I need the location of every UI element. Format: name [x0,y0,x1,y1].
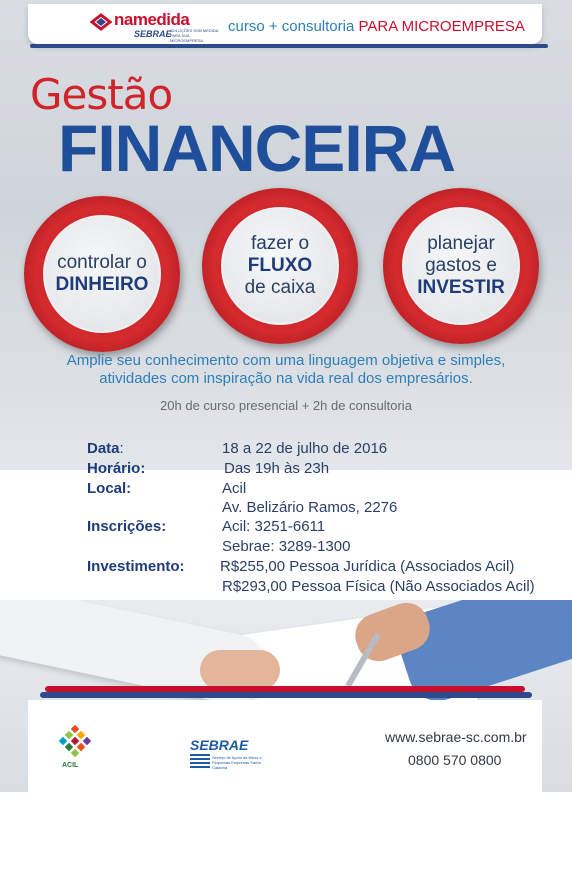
registration-value-2: Sebrae: 3289-1300 [222,538,351,555]
detail-row-place [0,480,572,500]
intro-text [40,352,532,388]
event-details [0,436,572,606]
tagline-prefix: curso + consultoria [228,18,355,35]
circle-2-line2: FLUXO [247,255,313,276]
detail-row-investment-2 [0,578,572,598]
circle-investir-inner [402,207,520,325]
header-tagline [228,18,525,35]
investment-value-2: R$293,00 Pessoa Física (Não Associados Acil) [222,578,535,595]
circle-3-line2: gastos e [425,255,497,276]
intro-line1: Amplie seu conhecimento com uma linguagem objetiva e simples, [66,352,506,369]
circle-2-line3: de caixa [244,277,316,298]
circle-2-line1: fazer o [250,233,310,254]
namedida-brand: namedida [114,10,190,29]
date-label [87,440,124,457]
detail-row-registration-2 [0,538,572,558]
title-gestao: Gestão [30,70,173,119]
sebrae-tagline: Serviço de Apoio às Micro e Pequenas Empresas Santa Catarina [212,755,262,770]
detail-row-time [0,460,572,480]
footer-panel [28,700,542,792]
circle-1-line1: controlar o [57,252,147,273]
date-label-colon: : [119,440,124,457]
circle-fluxo [202,188,358,344]
place-label: Local: [87,480,132,497]
detail-row-address [0,499,572,519]
phone-number: 0800 570 0800 [408,752,502,768]
circle-3-line3: INVESTIR [417,277,505,298]
place-value-2: Av. Belizário Ramos, 2276 [222,499,398,516]
registration-value-1: Acil: 3251-6611 [222,518,326,535]
header-stripe [30,44,548,48]
date-value: 18 a 22 de julho de 2016 [222,440,388,457]
sebrae-logo-icon [190,754,210,770]
investment-value-1: R$255,00 Pessoa Jurídica (Associados Acil) [220,558,515,575]
photo-hand-left [200,650,280,690]
circle-1-line2: DINHEIRO [55,274,149,295]
title-financeira: FINANCEIRA [58,111,455,185]
circle-fluxo-inner [221,207,339,325]
registration-label: Inscrições: [87,518,167,535]
namedida-tiny: SOLUÇÕES SOB MEDIDA PARA SUA MICROEMPRESA [170,28,219,43]
intro-line2: atividades com inspiração na vida real dos empresários. [99,370,473,387]
investment-label: Investimento: [87,558,185,575]
time-value: Das 19h às 23h [224,460,330,477]
namedida-logo-icon [90,12,112,32]
time-label: Horário: [87,460,146,477]
tagline-highlight: PARA MICROEMPRESA [358,18,525,35]
acil-label: ACIL [62,762,79,769]
detail-row-investment [0,558,572,578]
sebrae-logo: SEBRAE [190,737,249,753]
header-bar [28,4,542,44]
circle-investir [383,188,539,344]
circle-3-line1: planejar [427,233,495,254]
detail-row-date [0,440,572,460]
namedida-logo [90,10,220,42]
footer-stripe-blue [40,692,532,698]
circle-dinheiro [24,196,180,352]
detail-row-registration [0,518,572,538]
place-value-1: Acil [222,480,247,497]
date-label-text: Data [87,440,120,457]
website-link[interactable]: www.sebrae-sc.com.br [385,729,527,745]
hours-text: 20h de curso presencial + 2h de consultoria [160,398,412,413]
namedida-sub: SEBRAE [134,29,172,39]
circle-dinheiro-inner [43,215,161,333]
